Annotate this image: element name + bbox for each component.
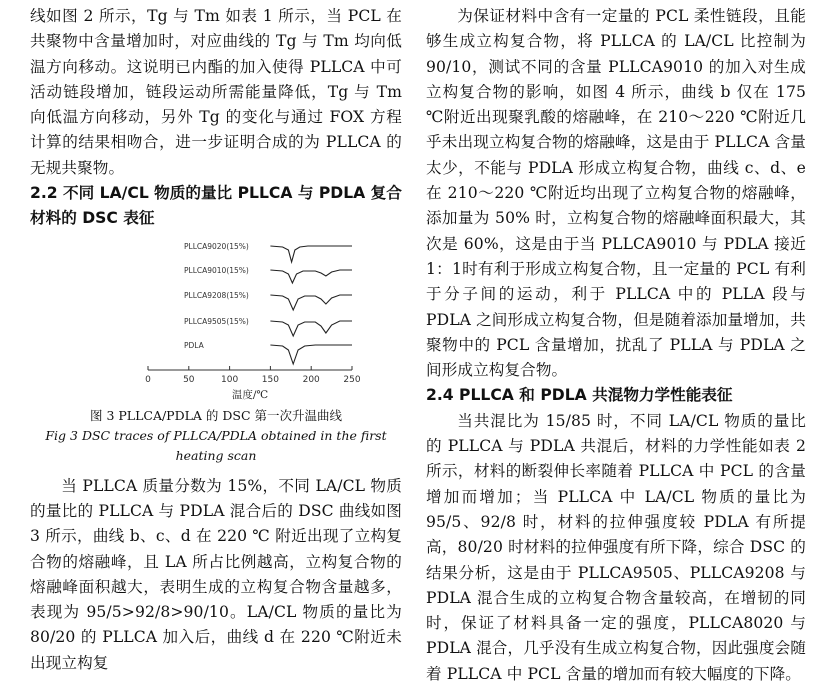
- x-tick-label-0: 0: [145, 374, 151, 385]
- dsc-chart: [30, 232, 402, 402]
- figure-caption-en-line1: Fig 3 DSC traces of PLLCA/PDLA obtained in the first: [45, 427, 387, 443]
- series-label-4: PDLA: [184, 340, 204, 350]
- series-line-3: [270, 321, 352, 336]
- left-paragraph-1: 线如图 2 所示，Tg 与 Tm 如表 1 所示，当 PCL 在共聚物中含量增加时，对应曲线的 Tg 与 Tm 均向低温方向移动。这说明已内酯的加入使得 PLLCA 中可活动链段增加，链段运动所需能量降低，Tg 与 Tm 向低温方向移动，另外 Tg 的变化与通过 FOX 方程计算的结果相吻合，进一步证明合成的为 PLLCA 的无规共聚物。: [30, 7, 402, 177]
- left-paragraph-2: 当 PLLCA 质量分数为 15%，不同 LA/CL 物质的量比的 PLLCA 与 PDLA 混合后的 DSC 曲线如图 3 所示，曲线 b、c、d 在 220 ℃ 附近出现了立构复合物的熔融峰，且 LA 所占比例越高，立构复合物的熔融峰面积越大，表明生成的立构复合物含量越多，表现为 95/5>92/8>90/10。LA/CL 物质的量比为 80/20 的 PLLCA 加入后，曲线 d 在 220 ℃附近未出现立构复: [30, 476, 402, 672]
- right-paragraph-1: 为保证材料中含有一定量的 PCL 柔性链段，且能够生成立构复合物，将 PLLCA 的 LA/CL 比控制为 90/10，测试不同的含量 PLLCA9010 的加入对生成立构复合物的影响，如图 4 所示，曲线 b 仅在 175 ℃附近出现聚乳酸的熔融峰，在 210～220 ℃附近几乎未出现立构复合物的熔融峰，这是由于 PLLCA 含量太少，不能与 PDLA 形成立构复合物，曲线 c、d、e 在 210～220 ℃附近均出现了立构复合物的熔融峰，添加量为 50% 时，立构复合物的熔融峰面积最大，其次是 60%，这是由于当 PLLCA9010 与 PDLA 接近 1：1时有利于形成立构复合物，且一定量的 PCL 有利于分子间的运动，利于 PLLCA 中的 PLLA 段与 PDLA 之间形成立构复合物，但是随着添加量增加，共聚物中的 PCL 含量增加，扰乱了 PLLA 与 PDLA 之间形成立构复合物。: [426, 7, 806, 380]
- x-tick-label-2: 100: [221, 374, 239, 385]
- series-line-1: [270, 270, 352, 283]
- section-heading-2-4: 2.4 PLLCA 和 PDLA 共混物力学性能表征: [426, 386, 733, 405]
- right-column: [426, 4, 806, 687]
- x-tick-label-4: 200: [302, 374, 320, 385]
- series-label-0: PLLCA9020(15%): [184, 241, 249, 251]
- dsc-figure: [30, 232, 402, 402]
- series-label-1: PLLCA9010(15%): [184, 265, 249, 275]
- left-column: [30, 4, 402, 676]
- x-tick-label-5: 250: [343, 374, 361, 385]
- series-line-2: [270, 295, 352, 310]
- figure-caption-en-line2: heating scan: [175, 447, 257, 463]
- right-paragraph-2: 当共混比为 15/85 时，不同 LA/CL 物质的量比的 PLLCA 与 PDLA 共混后，材料的力学性能如表 2 所示，材料的断裂伸长率随着 PLLCA 中 PCL 的含量增加而增加；当 PLLCA 中 LA/CL 物质的量比为 95/5、92/8 时，材料的拉伸强度较 PDLA 有所提高，80/20 时材料的拉伸强度有所下降，综合 DSC 的结果分析，这是由于 PLLCA9505、PLLCA9208 与 PDLA 混合生成的立构复合物含量较高，在增韧的同时，保证了材料具备一定的强度，PLLCA8020 与 PDLA 混合，几乎没有生成立构复合物，因此强度会随着 PLLCA 中 PCL 含量的增加而有较大幅度的下降。: [426, 411, 806, 683]
- x-axis-label: 温度/℃: [231, 388, 269, 401]
- figure-caption-zh: 图 3 PLLCA/PDLA 的 DSC 第一次升温曲线: [89, 407, 343, 423]
- series-line-0: [270, 246, 352, 262]
- series-line-4: [270, 345, 352, 364]
- series-label-2: PLLCA9208(15%): [184, 290, 249, 300]
- section-heading-2-2: 2.2 不同 LA/CL 物质的量比 PLLCA 与 PDLA 复合材料的 DSC 表征: [30, 184, 402, 228]
- x-tick-label-1: 50: [183, 374, 195, 385]
- x-tick-label-3: 150: [261, 374, 279, 385]
- series-label-3: PLLCA9505(15%): [184, 316, 249, 326]
